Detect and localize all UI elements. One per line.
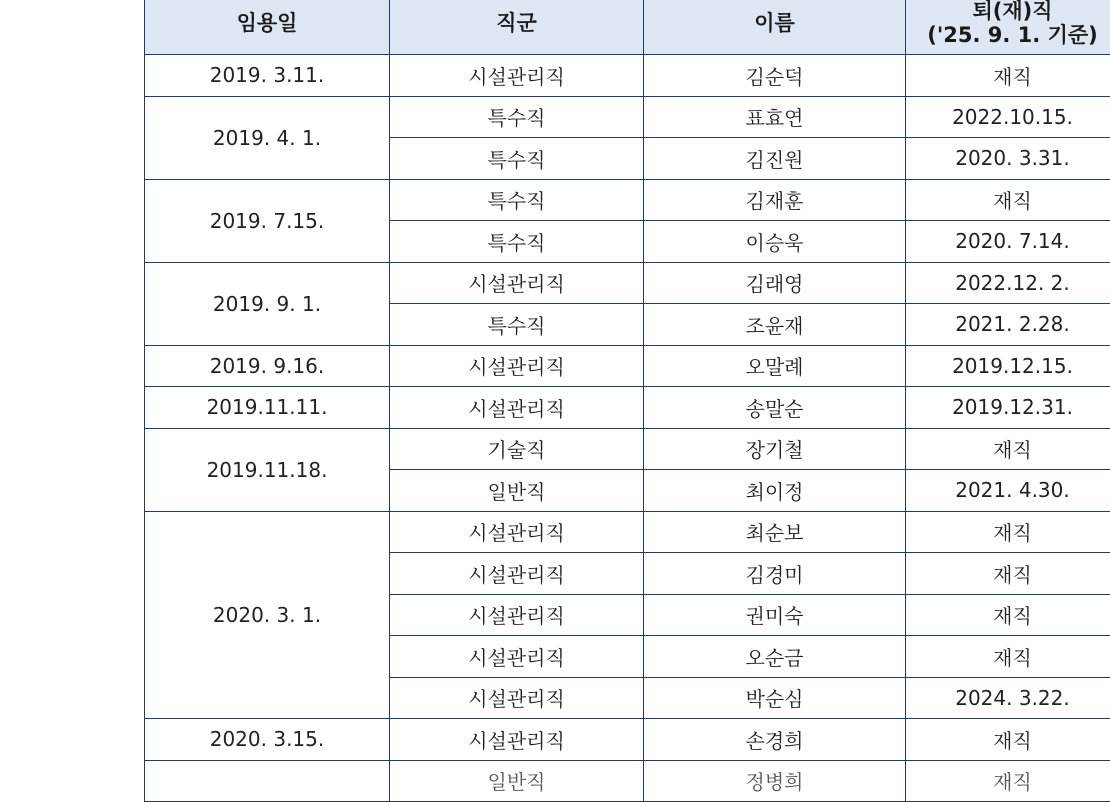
table-row bbox=[145, 428, 1110, 470]
cell-job-group: 특수직 bbox=[390, 179, 644, 221]
header-status-line1: 퇴(재)직 bbox=[906, 0, 1110, 23]
cell-status: 2019.12.31. bbox=[906, 387, 1110, 429]
header-job-group: 직군 bbox=[390, 0, 644, 55]
cell-status: 재직 bbox=[906, 594, 1110, 636]
cell-hire-date: 2019.11.18. bbox=[145, 428, 390, 511]
cell-job-group: 시설관리직 bbox=[390, 511, 644, 553]
employment-table-container bbox=[144, 0, 1110, 802]
cell-hire-date: 2020. 3.15. bbox=[145, 719, 390, 761]
cell-status: 재직 bbox=[906, 719, 1110, 761]
cell-status: 2021. 2.28. bbox=[906, 304, 1110, 346]
cell-status: 재직 bbox=[906, 553, 1110, 595]
cell-job-group: 시설관리직 bbox=[390, 345, 644, 387]
employment-table bbox=[144, 0, 1110, 802]
cell-name: 권미숙 bbox=[644, 594, 906, 636]
table-row bbox=[145, 511, 1110, 553]
cell-hire-date: 2019. 3.11. bbox=[145, 55, 390, 97]
cell-job-group: 특수직 bbox=[390, 304, 644, 346]
cell-name: 손경희 bbox=[644, 719, 906, 761]
cell-name: 김순덕 bbox=[644, 55, 906, 97]
cell-status: 2024. 3.22. bbox=[906, 677, 1110, 719]
cell-name: 최순보 bbox=[644, 511, 906, 553]
cell-status: 2021. 4.30. bbox=[906, 470, 1110, 512]
cell-job-group: 시설관리직 bbox=[390, 636, 644, 678]
cell-name: 장기철 bbox=[644, 428, 906, 470]
header-status-line2: ('25. 9. 1. 기준) bbox=[906, 23, 1110, 47]
cell-hire-date: 2019. 9.16. bbox=[145, 345, 390, 387]
cell-job-group: 일반직 bbox=[390, 760, 644, 801]
header-name: 이름 bbox=[644, 0, 906, 55]
cell-name: 김래영 bbox=[644, 262, 906, 304]
cell-hire-date: 2019. 7.15. bbox=[145, 179, 390, 262]
cell-name: 조윤재 bbox=[644, 304, 906, 346]
cell-status: 재직 bbox=[906, 511, 1110, 553]
table-row bbox=[145, 345, 1110, 387]
cell-hire-date bbox=[145, 760, 390, 801]
cell-job-group: 시설관리직 bbox=[390, 719, 644, 761]
table-body bbox=[145, 55, 1110, 802]
cell-name: 김경미 bbox=[644, 553, 906, 595]
cell-job-group: 시설관리직 bbox=[390, 387, 644, 429]
cell-job-group: 시설관리직 bbox=[390, 55, 644, 97]
table-row bbox=[145, 96, 1110, 138]
cell-hire-date: 2019. 9. 1. bbox=[145, 262, 390, 345]
cell-status: 재직 bbox=[906, 55, 1110, 97]
cell-hire-date: 2019.11.11. bbox=[145, 387, 390, 429]
cell-name: 오순금 bbox=[644, 636, 906, 678]
cell-job-group: 일반직 bbox=[390, 470, 644, 512]
table-row bbox=[145, 387, 1110, 429]
cell-job-group: 시설관리직 bbox=[390, 553, 644, 595]
cell-name: 이승욱 bbox=[644, 221, 906, 263]
cell-name: 김진원 bbox=[644, 138, 906, 180]
cell-job-group: 기술직 bbox=[390, 428, 644, 470]
cell-job-group: 특수직 bbox=[390, 221, 644, 263]
cell-name: 송말순 bbox=[644, 387, 906, 429]
header-row bbox=[145, 0, 1110, 55]
cell-name: 정병희 bbox=[644, 760, 906, 801]
cell-status: 재직 bbox=[906, 636, 1110, 678]
cell-job-group: 시설관리직 bbox=[390, 262, 644, 304]
cell-status: 2020. 3.31. bbox=[906, 138, 1110, 180]
table-row bbox=[145, 179, 1110, 221]
cell-status: 2022.12. 2. bbox=[906, 262, 1110, 304]
cell-name: 박순심 bbox=[644, 677, 906, 719]
cell-status: 2022.10.15. bbox=[906, 96, 1110, 138]
cell-status: 재직 bbox=[906, 760, 1110, 801]
cell-job-group: 특수직 bbox=[390, 138, 644, 180]
cell-status: 2020. 7.14. bbox=[906, 221, 1110, 263]
cell-job-group: 시설관리직 bbox=[390, 594, 644, 636]
cell-status: 재직 bbox=[906, 428, 1110, 470]
cell-name: 최이정 bbox=[644, 470, 906, 512]
table-row bbox=[145, 262, 1110, 304]
cell-hire-date: 2020. 3. 1. bbox=[145, 511, 390, 719]
cell-hire-date: 2019. 4. 1. bbox=[145, 96, 390, 179]
table-header bbox=[145, 0, 1110, 55]
table-row bbox=[145, 55, 1110, 97]
cell-name: 김재훈 bbox=[644, 179, 906, 221]
table-row bbox=[145, 760, 1110, 801]
cell-status: 재직 bbox=[906, 179, 1110, 221]
table-row bbox=[145, 719, 1110, 761]
header-status bbox=[906, 0, 1110, 55]
cell-job-group: 특수직 bbox=[390, 96, 644, 138]
cell-name: 표효연 bbox=[644, 96, 906, 138]
cell-status: 2019.12.15. bbox=[906, 345, 1110, 387]
cell-name: 오말례 bbox=[644, 345, 906, 387]
header-hire-date: 임용일 bbox=[145, 0, 390, 55]
cell-job-group: 시설관리직 bbox=[390, 677, 644, 719]
